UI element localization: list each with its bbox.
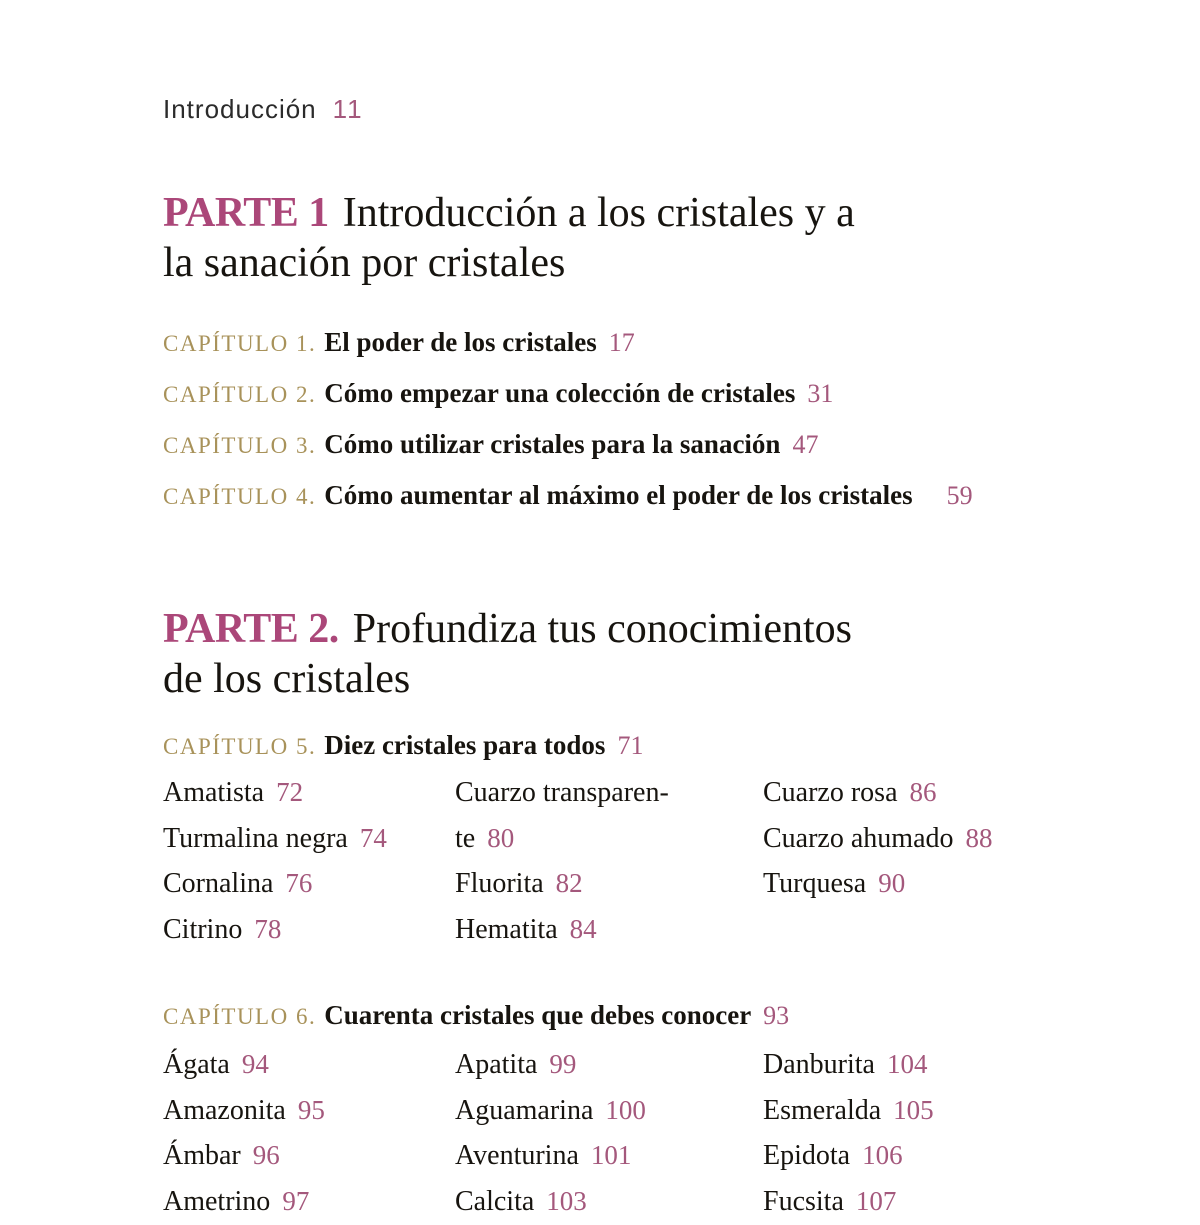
crystal-name: Aventurina	[455, 1140, 579, 1172]
chapter5-title: Diez cristales para todos	[324, 730, 606, 760]
chapter-row-4	[163, 472, 973, 523]
part2-heading	[163, 604, 1063, 704]
crystal-page-number: 90	[878, 868, 906, 899]
chapter2-label: CAPÍTULO 2.	[163, 382, 317, 407]
crystal-entry	[455, 1042, 747, 1088]
part2-title-line1: Profundiza tus conocimientos	[352, 606, 853, 652]
crystal-entry	[455, 1179, 747, 1225]
crystal-entry	[455, 816, 747, 862]
crystal-name: Danburita	[763, 1049, 875, 1080]
chapter1-title: El poder de los cristales	[324, 327, 597, 357]
crystal-name: Ámbar	[163, 1140, 241, 1172]
crystal-entry	[763, 861, 1055, 907]
part2-title-line2: de los cristales	[163, 656, 411, 702]
crystal-entry	[455, 1133, 747, 1179]
crystal-page-number: 72	[276, 777, 304, 807]
chapter3-label: CAPÍTULO 3.	[163, 433, 317, 458]
chapter-row-2	[163, 370, 973, 421]
chapter1-label: CAPÍTULO 1.	[163, 331, 317, 356]
crystal-entry	[455, 907, 747, 953]
crystal-name: Cuarzo rosa	[763, 777, 898, 808]
crystal-page-number: 105	[893, 1094, 934, 1125]
running-header	[163, 94, 364, 125]
crystal-entry	[163, 1179, 455, 1225]
crystal-page-number: 101	[590, 1140, 632, 1171]
crystal-page-number: 99	[549, 1049, 577, 1079]
crystal-entry	[763, 1088, 1055, 1134]
crystal-entry	[763, 770, 1055, 816]
chapter6-page-number: 93	[763, 1001, 790, 1030]
crystal-page-number: 94	[241, 1049, 269, 1079]
part1-label: PARTE 1	[163, 190, 329, 236]
chapter6-column-1	[163, 1042, 455, 1225]
crystal-name: Amazonita	[163, 1094, 286, 1126]
crystal-entry	[163, 816, 455, 862]
crystal-name: Esmeralda	[763, 1094, 882, 1126]
crystal-entry	[163, 770, 455, 816]
crystal-page-number: 100	[605, 1094, 646, 1125]
crystal-name: Citrino	[163, 914, 243, 946]
crystal-name: Cornalina	[163, 868, 274, 900]
chapter-row-3	[163, 421, 973, 472]
crystal-page-number: 84	[569, 914, 597, 945]
part1-title-line2: la sanación por cristales	[163, 240, 566, 286]
crystal-entry	[163, 1042, 455, 1088]
crystal-page-number: 76	[285, 868, 313, 899]
header-label: Introducción	[163, 94, 317, 124]
crystal-page-number: 103	[546, 1186, 587, 1217]
crystal-page-number: 95	[297, 1094, 325, 1125]
chapter6-column-3	[763, 1042, 1055, 1225]
chapter5-column-2	[455, 770, 747, 953]
chapter3-page-number: 47	[792, 430, 819, 459]
header-page-number: 11	[332, 94, 364, 124]
crystal-entry	[455, 1088, 747, 1134]
crystal-page-number: 86	[909, 777, 937, 807]
chapter2-title: Cómo empezar una colección de cristales	[324, 378, 796, 408]
crystal-page-number: 96	[252, 1140, 280, 1171]
crystal-name: Cuarzo transparen-	[455, 777, 669, 808]
part1-title-line1: Introducción a los cristales y a	[342, 190, 855, 236]
chapter5-column-3	[763, 770, 1055, 907]
crystal-name: Ametrino	[163, 1186, 271, 1218]
crystal-name: Calcita	[455, 1186, 535, 1218]
chapter6-column-2	[455, 1042, 747, 1225]
crystal-name: Hematita	[455, 914, 558, 946]
chapter4-page-number: 59	[946, 481, 973, 510]
crystal-name: Ágata	[163, 1049, 230, 1080]
chapter1-page-number: 17	[608, 328, 635, 357]
crystal-name: Aguamarina	[455, 1094, 594, 1126]
crystal-page-number: 74	[359, 822, 387, 853]
crystal-entry	[455, 770, 747, 816]
crystal-page-number: 78	[254, 914, 282, 945]
crystal-page-number: 88	[965, 822, 993, 853]
crystal-entry	[455, 861, 747, 907]
chapter6-heading	[163, 1000, 789, 1031]
chapter5-column-1	[163, 770, 455, 953]
chapter4-title: Cómo aumentar al máximo el poder de los cristales	[324, 480, 913, 510]
crystal-entry	[163, 1088, 455, 1134]
chapter5-label: CAPÍTULO 5.	[163, 734, 317, 759]
crystal-page-number: 80	[487, 822, 515, 853]
crystal-page-number: 104	[886, 1049, 928, 1079]
crystal-name: Turquesa	[763, 868, 867, 900]
part1-heading	[163, 188, 1063, 288]
crystal-entry	[763, 1179, 1055, 1225]
crystal-name: Amatista	[163, 777, 265, 808]
crystal-name: Fluorita	[455, 868, 544, 900]
crystal-entry	[163, 1133, 455, 1179]
crystal-name: Apatita	[455, 1049, 538, 1080]
crystal-name: Epidota	[763, 1140, 851, 1172]
crystal-entry	[163, 907, 455, 953]
chapter3-title: Cómo utilizar cristales para la sanación	[324, 429, 781, 459]
crystal-entry	[763, 1133, 1055, 1179]
crystal-page-number: 107	[855, 1186, 897, 1217]
chapter2-page-number: 31	[807, 379, 834, 408]
crystal-page-number: 82	[555, 868, 583, 899]
crystal-name: Turmalina negra	[163, 822, 348, 854]
crystal-name: Fucsita	[763, 1186, 844, 1218]
part2-label: PARTE 2.	[163, 606, 339, 652]
crystal-entry	[763, 1042, 1055, 1088]
crystal-entry	[763, 816, 1055, 862]
chapter6-label: CAPÍTULO 6.	[163, 1004, 317, 1029]
chapter4-label: CAPÍTULO 4.	[163, 484, 317, 509]
chapter5-page-number: 71	[617, 731, 644, 760]
crystal-entry	[163, 861, 455, 907]
chapter5-heading	[163, 730, 643, 761]
chapter6-title: Cuarenta cristales que debes conocer	[324, 1000, 752, 1030]
part1-chapter-list	[163, 319, 973, 523]
crystal-page-number: 106	[862, 1140, 903, 1171]
chapter-row-1	[163, 319, 973, 370]
crystal-name: Cuarzo ahumado	[763, 822, 954, 854]
crystal-name: te	[455, 822, 476, 854]
crystal-page-number: 97	[282, 1186, 310, 1217]
